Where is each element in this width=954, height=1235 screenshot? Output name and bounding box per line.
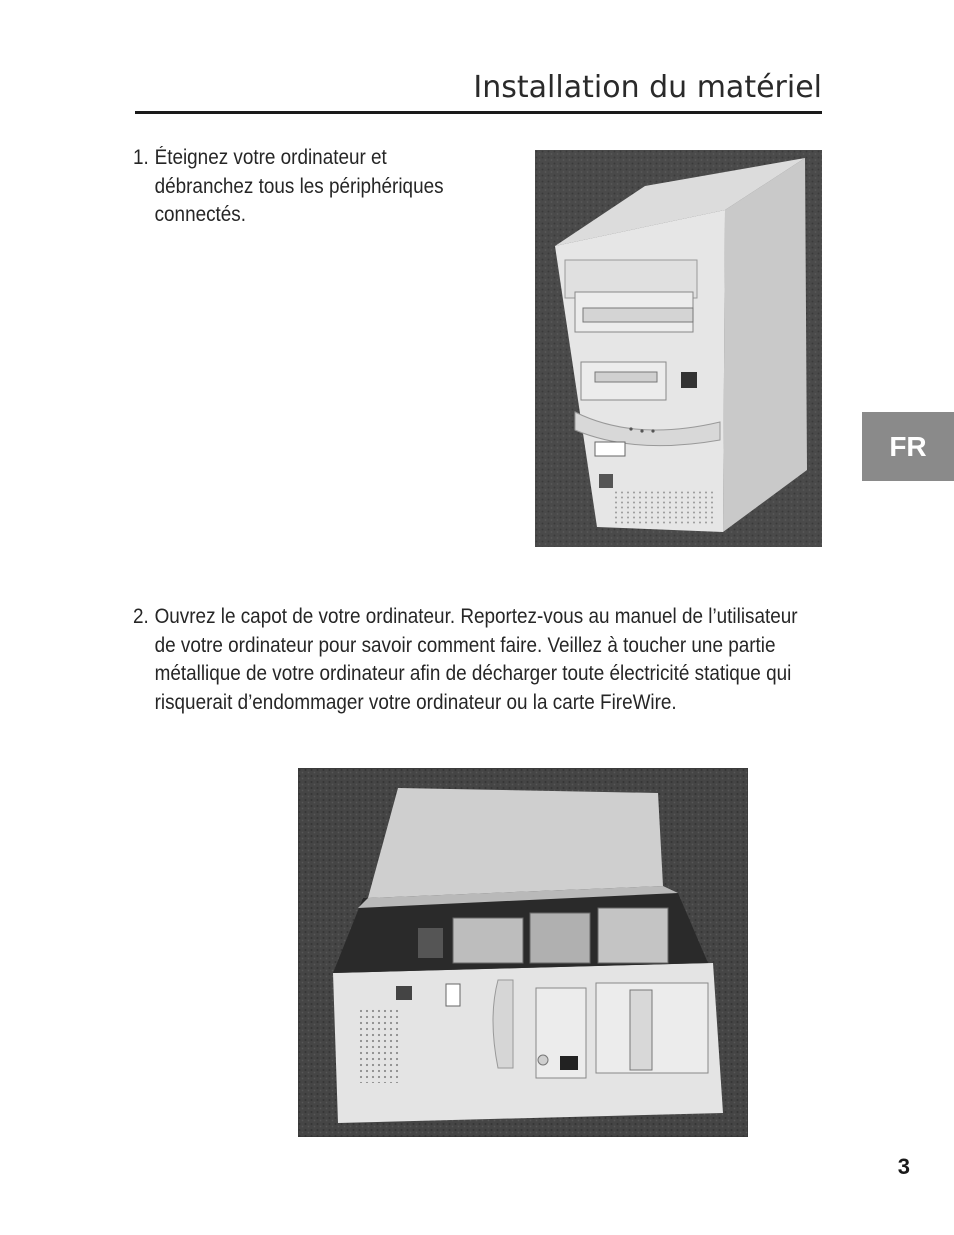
language-tab-fr: FR bbox=[862, 412, 954, 481]
step-1 bbox=[133, 144, 466, 230]
step-2 bbox=[133, 603, 817, 717]
step-text: Ouvrez le capot de votre ordinateur. Reportez-vous au manuel de l’utilisateur de votre ordinateur pour savoir comment faire. Veillez à toucher une partie métallique de votre ordinateur afin de décharger toute électricité statique qui risquerait d’endommager votre ordinateur ou la carte FireWire. bbox=[154, 605, 798, 714]
step-text: Éteignez votre ordinateur et débranchez tous les périphériques connectés. bbox=[154, 146, 444, 226]
page-number: 3 bbox=[897, 1154, 910, 1179]
title-rule bbox=[135, 111, 822, 114]
photo-computer-tower bbox=[535, 150, 822, 547]
photo-computer-open-case bbox=[298, 768, 748, 1137]
step-number: 2. bbox=[133, 605, 149, 628]
page-title: Installation du matériel bbox=[473, 70, 822, 105]
step-number: 1. bbox=[133, 146, 149, 169]
